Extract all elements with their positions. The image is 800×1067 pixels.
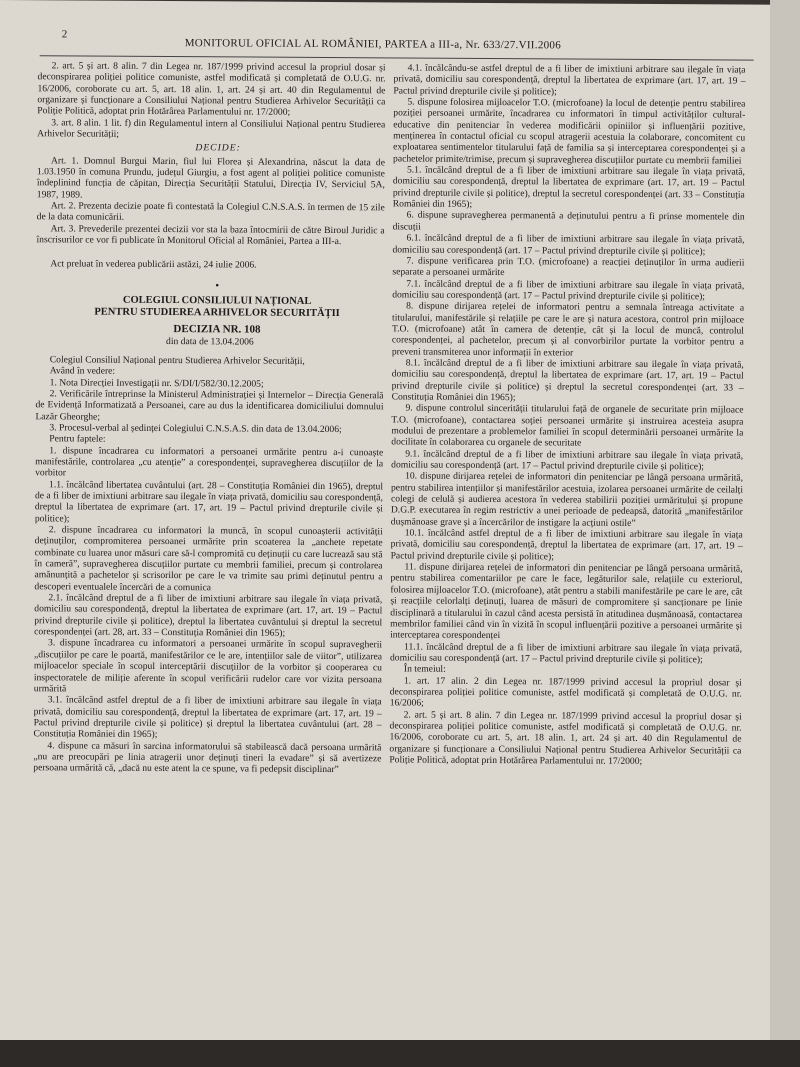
section-separator: •: [215, 280, 219, 292]
list-item: 2. dispune încadrarea cu informatori la muncă, în scopul cunoașterii activității deținuților, compromiterea persoanei urmărite prin scoaterea la „anchete repetate combinate cu luarea unor măsuri care să-l compromită cu deținuții cu care lucrează sau stă în cameră”, supravegherea discuțiilor purtate cu membrii familiei, precum și controlarea amănunțită a pachetelor și scrisorilor pe care le va trimite sau primi deținutul pentru a descoperi eventualele încercări de a comunica: [34, 524, 383, 594]
list-item: 3. Procesul-verbal al ședinței Colegiului C.N.S.A.S. din data de 13.04.2006;: [49, 422, 342, 436]
decision-date: din data de 13.04.2006: [166, 335, 254, 348]
paragraph: Colegiul Consiliul Național pentru Studierea Arhivelor Securității,: [49, 354, 305, 367]
decide-heading: DECIDE:: [195, 142, 241, 154]
list-item: 8. dispune dirijarea rețelei de informatori pentru a semnala întreaga activitate a titularului, manifestările și relațiile pe care le are și natura acestora, control prin mijloace T.O. (microfoane) atât în camera de detenție, cât și la locul de muncă, controlul corespondenței, al pachetelor, precum și al convorbirilor purtate la vorbitor pentru a preveni transmiterea unor informații în exterior: [391, 300, 745, 359]
list-item: 3. dispune încadrarea cu informatori a persoanei urmărite în scopul supravegherii „discuțiilor pe care le poartă, manifestărilor ce le are, intențiilor sale de viitor”, utilizarea mijloacelor speciale în scopul interceptării discuțiilor de la vorbitor și cooperarea cu inspectoratele de miliție aferente în scopul verificării rudelor care vor vizita persoana urmărită: [33, 637, 383, 695]
list-item: 8.1. încălcând dreptul de a fi liber de imixtiuni arbitrare sau ilegale în viața privată, domiciliu sau corespondență, dreptul la libertatea de exprimare (art. 17, art. 19 – Pactul privind drepturile civile și politice) și dreptul la secretul corespondenței (art. 33 – Constituția României din 1965);: [391, 357, 744, 404]
list-item: 5. dispune folosirea mijloacelor T.O. (microfoane) la locul de detenție pentru stabilirea poziției persoanei urmărite, încadrarea cu informatori în timpul activităților cultural-educative din penitenciar în vederea modificării opiniilor și influențării pozitive, menținerea în contactul oficial cu scopul atragerii acestuia la colaborare, concomitent cu exploatarea sentimentelor titularului față de familia sa și interceptarea corespondenței și a pachetelor primite/trimise, precum și supravegherea discuțiilor purtate cu membrii familiei: [393, 96, 746, 167]
paragraph: 3. art. 8 alin. 1 lit. f) din Regulamentul intern al Consiliului Național pentru Studierea Arhivelor Securității;: [37, 117, 386, 140]
paragraph: În temeiul:: [403, 663, 446, 675]
list-item: 1. art. 17 alin. 2 din Legea nr. 187/1999 privind accesul la propriul dosar și deconspirarea poliției politice comuniste, astfel modificată și completată de O.U.G. nr. 16/2006;: [389, 675, 742, 709]
paragraph: Pentru faptele:: [49, 433, 106, 445]
article-1: Art. 1. Domnul Burgui Marin, fiul lui Florea și Alexandrina, născut la data de 1.03.1950 în comuna Prundu, județul Giurgiu, a fost agent al poliției politice comuniste îndeplinind funcția de căpitan, Direcția Securității Statului, Direcția IV, Serviciul 5A, 1987, 1989.: [36, 155, 386, 201]
list-item: 5.1. încălcând dreptul de a fi liber de imixtiuni arbitrare sau ilegale în viața privată, domiciliu sau corespondență, dreptul la libertatea de exprimare (art. 17, art. 19 – Pactul privind drepturile civile și politice), dreptul la secretul corespondenței (art. 33 – Constituția României din 1965);: [392, 164, 745, 211]
list-item: 11. dispune dirijarea rețelei de informatori din penitenciar pe lângă persoana urmărită, pentru stabilirea comentariilor pe care le face, legăturilor sale, relațiile cu exteriorul, folosirea mijloacelor T.O. (microfoane), atât pentru a stabili manifestările pe care le are, cât și reacțiile celorlalți deținuți, luarea de măsuri de compromitere și sancționare pe linie disciplinară a titularului în cazul când acesta persistă în atitudinea dușmănoasă, contactarea membrilor familiei când vin în vizită în scopul influențării pozitive a persoanei urmărite și interceptarea corespondenței: [390, 561, 743, 642]
list-item: 3.1. încălcând astfel dreptul de a fi liber de imixtiuni arbitrare sau ilegale în viața privată, domiciliu sau corespondență, dreptul la libertatea de exprimare (art. 17, art. 19 – Pactul privind drepturile civile și politice) și dreptul la libertatea cuvântului (art. 28 – Constituția României din 1965);: [33, 694, 382, 741]
publication-note: Act preluat în vederea publicării astăzi, 24 iulie 2006.: [50, 257, 257, 271]
list-item: 6.1. încălcând dreptul de a fi liber de imixtiuni arbitrare sau ilegale în viața privată, domiciliu sau corespondență (art. 17 – Pactul privind drepturile civile și politice);: [392, 232, 745, 257]
page-number: 2: [61, 28, 68, 41]
article-2: Art. 2. Prezenta decizie poate fi contestată la Colegiul C.N.S.A.S. în termen de 15 zile de la data comunicării.: [36, 200, 385, 224]
college-title-line1: COLEGIUL CONSILIULUI NAȚIONAL: [122, 294, 312, 308]
decision-title: DECIZIA NR. 108: [173, 323, 261, 336]
header-rule: [40, 55, 754, 60]
table-surface: [0, 1040, 800, 1067]
list-item: 6. dispune supravegherea permanentă a deținutului pentru a fi prinse momentele din discuții: [392, 209, 745, 233]
list-item: 9. dispune controlul sincerității titularului față de organele de securitate prin mijloace T.O. (microfoane), contactarea soției persoanei urmărite și instruirea acesteia asupra modului de prezentare a problemelor familiei în scopul determinării persoanei urmărite la docilitate în colaborarea cu organele de securitate: [391, 402, 744, 449]
list-item: 2. art. 5 și art. 8 alin. 7 din Legea nr. 187/1999 privind accesul la propriul dosar și deconspirarea poliției politice comuniste, astfel modificată și completată de O.U.G. nr. 16/2006, coroborate cu art. 5, art. 18 alin. 1, art. 24 și art. 40 din Regulamentul de organizare și funcționare a Consiliului Național pentru Studierea Arhivelor Securității ca Poliție Politică, adoptat prin Hotărârea Parlamentului nr. 17/2000;: [389, 709, 742, 767]
list-item: 10. dispune dirijarea rețelei de informatori din penitenciar pe lângă persoana urmărită, pentru stabilirea intențiilor și manifestărilor acestuia, izolarea persoanei urmărite de ceilalți colegi de celulă și audierea acestora în vederea stabilirii poziției urmăritului și propune D.G.P. executarea în regim restrictiv a unei perioade de pedeapsă, datorită „manifestărilor dușmănoase grave și a încercărilor de instigare la acțiuni ostile”: [390, 470, 744, 529]
adjacent-page-edge: [770, 0, 800, 1067]
list-item: 10.1. încălcând astfel dreptul de a fi liber de imixtiuni arbitrare sau ilegale în viața privată, domiciliu sau corespondență, dreptul la libertatea de exprimare (art. 17, art. 19 – Pactul privind drepturile civile și politice);: [390, 527, 743, 563]
article-3: Art. 3. Prevederile prezentei decizii vor sta la baza întocmirii de către Biroul Juridic a înscrisurilor ce vor fi publicate în Monitorul Oficial al României, Partea a III-a.: [36, 223, 385, 248]
paragraph: 2. art. 5 și art. 8 alin. 7 din Legea nr. 187/1999 privind accesul la propriul dosar și deconspirarea poliției politice comuniste, astfel modificată și completată de O.U.G. nr. 16/2006, coroborate cu art. 5, art. 18 alin. 1, art. 24 și art. 40 din Regulamentul de organizare și funcționare a Consiliului Național pentru Studierea Arhivelor Securității ca Poliție Politică, adoptat prin Hotărârea Parlamentului nr. 17/2000;: [37, 60, 386, 119]
left-column: [33, 60, 385, 776]
list-item: 1. dispune încadrarea cu informatori a persoanei urmărite pentru a-i cunoaște manifestările, controlarea „cu atenție” a corespondenței, supravegherea discuțiilor de la vorbitor: [35, 444, 384, 479]
list-item: 11.1. încălcând dreptul de a fi liber de imixtiuni arbitrare sau ilegale în viața privată, domiciliu sau corespondență (art. 17 – Pactul privind drepturile civile și politice);: [389, 641, 743, 666]
list-item: 1. Nota Direcției Investigații nr. S/DI/I/582/30.12.2005;: [49, 376, 264, 390]
paragraph: Având în vedere:: [49, 365, 116, 377]
list-item: 9.1. încălcând dreptul de a fi liber de imixtiuni arbitrare sau ilegale în viața privată, domiciliu sau corespondență (art. 17 – Pactul privind drepturile civile și politice);: [391, 448, 744, 473]
list-item: 7.1. încălcând dreptul de a fi liber de imixtiuni arbitrare sau ilegale în viața privată, domiciliu sau corespondență (art. 17 – Pactul privind drepturile civile și politice);: [392, 278, 745, 303]
list-item: 4.1. încălcându-se astfel dreptul de a fi liber de imixtiuni arbitrare sau ilegale în viața privată, domiciliu sau corespondență, dreptul la libertatea de exprimare (art. 17, art. 19 – Pactul privind drepturile civile și politice);: [393, 62, 746, 98]
list-item: 1.1. încălcând libertatea cuvântului (art. 28 – Constituția României din 1965), dreptul de a fi liber de imixtiuni arbitrare sau ilegale în viața privată, domiciliu sau corespondență, dreptul la libertatea de exprimare (art. 17, art. 19 – Pactul privind drepturile civile și politice);: [34, 478, 384, 525]
page-header: MONITORUL OFICIAL AL ROMÂNIEI, PARTEA a III-a, Nr. 633/27.VII.2006: [184, 37, 562, 52]
college-title-line2: PENTRU STUDIEREA ARHIVELOR SECURITĂȚII: [94, 306, 340, 320]
list-item: 2.1. încălcând dreptul de a fi liber de imixtiuni arbitrare sau ilegale în viața privată, domiciliu sau corespondență, dreptul la libertatea de exprimare (art. 17, art. 19 – Pactul privind drepturile civile și politice), dreptul la libertatea cuvântului și dreptul la secretul corespondenței (art. 28, art. 33 – Constituția României din 1965);: [34, 592, 383, 639]
list-item: 2. Verificările întreprinse la Ministerul Administrației și Internelor – Direcția Generală de Evidență Informatizată a Persoanei, care au dus la identificarea domiciliului domnului Lazăr Gheorghe;: [35, 388, 384, 423]
list-item: 4. dispune ca măsuri în sarcina informatorului să stabilească dacă persoana urmărită „nu are preocupări pe linia atragerii unor deținuți tineri la evadare” și să avertizeze persoana urmărită că, „dacă nu este atent la ce spune, va fi pedepsit disciplinar”: [33, 739, 382, 776]
right-column: [389, 62, 745, 767]
list-item: 7. dispune verificarea prin T.O. (microfoane) a reacției deținuților în urma audierii separate a persoanei urmărite: [392, 255, 745, 279]
